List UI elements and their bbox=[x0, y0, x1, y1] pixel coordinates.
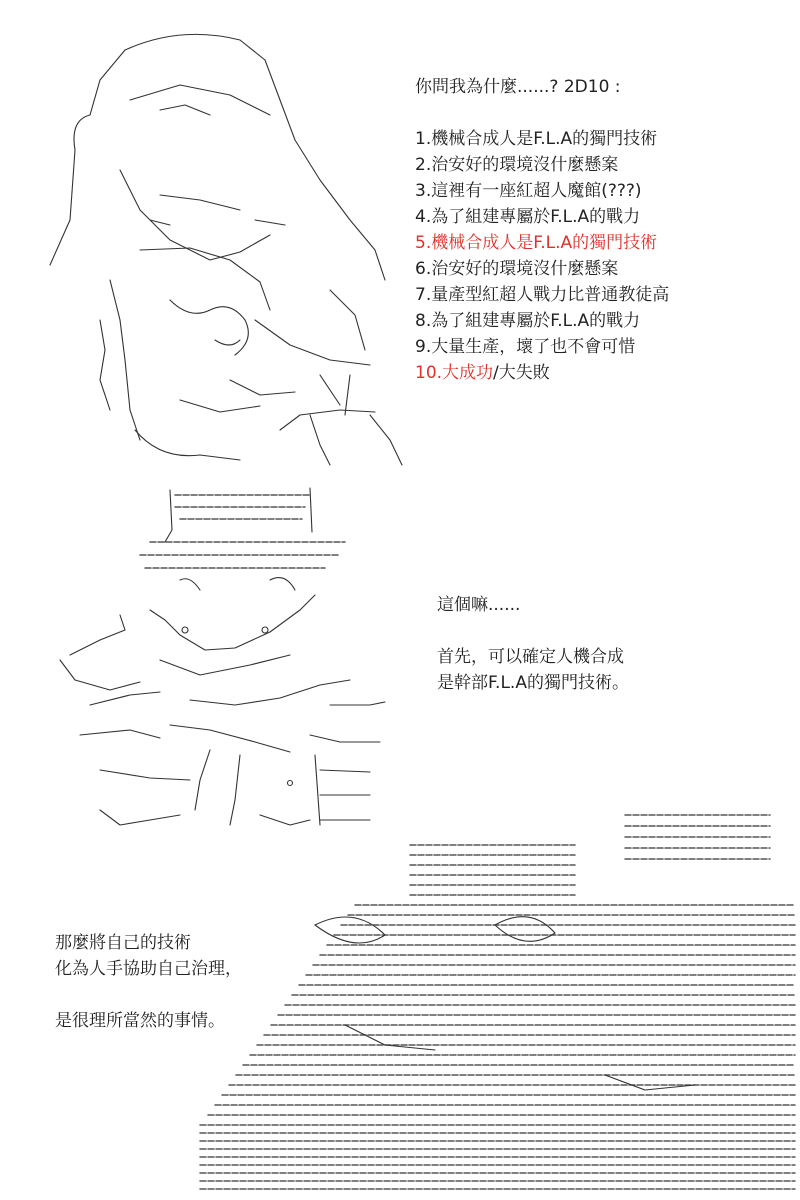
speech-3-line-3: 是很理所當然的事情。 bbox=[55, 1011, 225, 1031]
list-item-1: 1.機械合成人是F.L.A的獨門技術 bbox=[415, 129, 658, 149]
speech-2-line-3: 是幹部F.L.A的獨門技術。 bbox=[437, 673, 629, 693]
ascii-art-character-hat bbox=[30, 20, 410, 470]
list-title: 你問我為什麼......? 2D10 : bbox=[415, 77, 621, 97]
list-item-9: 9.大量生產，壞了也不會可惜 bbox=[415, 337, 636, 357]
list-item-3: 3.這裡有一座紅超人魔館(???) bbox=[415, 181, 642, 201]
list-item-8: 8.為了組建專屬於F.L.A的戰力 bbox=[415, 311, 641, 331]
speech-2-line-1: 這個嘛...... bbox=[437, 595, 521, 615]
list-item-10-rest: /大失敗 bbox=[493, 363, 550, 383]
list-item-6: 6.治安好的環境沒什麼懸案 bbox=[415, 259, 619, 279]
speech-block-2 bbox=[437, 592, 629, 696]
dice-result-list bbox=[415, 74, 669, 386]
list-item-5-highlighted: 5.機械合成人是F.L.A的獨門技術 bbox=[415, 233, 658, 253]
list-item-10-highlight: 10.大成功 bbox=[415, 363, 494, 383]
speech-2-line-2: 首先，可以確定人機合成 bbox=[437, 647, 624, 667]
speech-3-line-2: 化為人手協助自己治理， bbox=[55, 959, 242, 979]
speech-3-line-1: 那麼將自己的技術 bbox=[55, 933, 191, 953]
list-item-2: 2.治安好的環境沒什麼懸案 bbox=[415, 155, 619, 175]
list-item-10 bbox=[415, 360, 669, 386]
ascii-art-dense-figure bbox=[195, 785, 800, 1200]
list-item-4: 4.為了組建專屬於F.L.A的戰力 bbox=[415, 207, 641, 227]
list-item-7: 7.量產型紅超人戰力比普通教徒高 bbox=[415, 285, 670, 305]
